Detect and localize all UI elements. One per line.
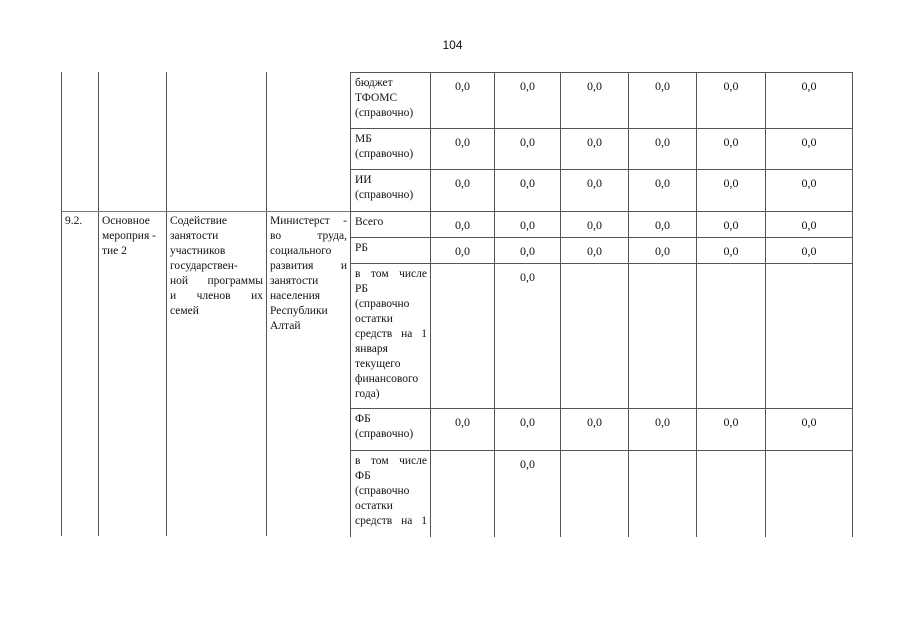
- funding-source: [355, 412, 427, 442]
- value-cell: [430, 72, 495, 129]
- funding-source-line: (справочно: [355, 485, 410, 497]
- funding-value: 0,0: [723, 244, 739, 258]
- funding-source-line: РБ: [355, 283, 368, 295]
- responsible-executor-line: занятости: [270, 275, 319, 287]
- activity-goal-line: и членов их: [170, 290, 263, 302]
- funding-source-cell: [350, 263, 431, 409]
- value-cell: [430, 408, 495, 451]
- value-cell: [560, 237, 629, 264]
- value-cell: [560, 128, 629, 170]
- responsible-executor: [270, 214, 347, 334]
- funding-source-line: средств на 1: [355, 328, 427, 340]
- value-cell: [628, 211, 697, 238]
- value-cell: [765, 450, 853, 537]
- value-cell: [494, 237, 561, 264]
- value-cell: [494, 169, 561, 212]
- value-cell: [765, 72, 853, 129]
- value-cell: [628, 128, 697, 170]
- funding-value: 0,0: [587, 135, 602, 149]
- funding-value: 0,0: [723, 135, 739, 149]
- funding-value: 0,0: [520, 457, 535, 471]
- funding-value: 0,0: [520, 79, 535, 93]
- funding-source: [355, 241, 427, 256]
- value-cell: [628, 450, 697, 537]
- funding-value: 0,0: [801, 244, 817, 258]
- column-rule: [61, 72, 62, 536]
- value-cell: [560, 72, 629, 129]
- funding-value: 0,0: [455, 415, 470, 429]
- item-number: 9.2.: [65, 215, 83, 227]
- activity-name-line: тие 2: [102, 245, 127, 257]
- funding-source-line: января: [355, 343, 388, 355]
- activity-goal-line: ной программы: [170, 275, 263, 287]
- value-cell: [696, 169, 766, 212]
- funding-source-line: средств на 1: [355, 515, 427, 527]
- funding-source-cell: [350, 237, 431, 264]
- funding-value: 0,0: [655, 135, 670, 149]
- responsible-executor-line: Алтай: [270, 320, 301, 332]
- responsible-executor-line: Министерст -: [270, 215, 347, 227]
- funding-source-line: в том числе: [355, 455, 427, 467]
- funding-source-cell: [350, 450, 431, 537]
- value-cell: [696, 128, 766, 170]
- funding-source-line: ФБ: [355, 470, 371, 482]
- page-number: 104: [442, 38, 463, 52]
- funding-value: 0,0: [801, 135, 817, 149]
- activity-name-line: мероприя -: [102, 230, 156, 242]
- responsible-executor-line: во труда,: [270, 230, 347, 242]
- funding-source-cell: [350, 211, 431, 238]
- funding-source-line: МБ: [355, 133, 372, 145]
- responsible-executor-line: Республики: [270, 305, 328, 317]
- value-cell: [430, 169, 495, 212]
- funding-value: 0,0: [655, 218, 670, 232]
- funding-source-line: остатки: [355, 500, 393, 512]
- funding-source-cell: [350, 408, 431, 451]
- value-cell: [696, 450, 766, 537]
- responsible-executor-line: населения: [270, 290, 321, 302]
- funding-source-cell: [350, 72, 431, 129]
- funding-source-line: (справочно): [355, 107, 414, 119]
- column-rule: [266, 72, 267, 536]
- funding-value: 0,0: [655, 79, 670, 93]
- funding-value: 0,0: [520, 270, 535, 284]
- funding-source-line: ТФОМС: [355, 92, 398, 104]
- funding-value: 0,0: [801, 176, 817, 190]
- value-cell: [765, 169, 853, 212]
- value-cell: [765, 408, 853, 451]
- funding-source: [355, 76, 427, 121]
- funding-value: 0,0: [455, 176, 470, 190]
- value-cell: [628, 237, 697, 264]
- funding-value: 0,0: [723, 415, 739, 429]
- funding-source: [355, 132, 427, 162]
- value-cell: [628, 408, 697, 451]
- value-cell: [696, 211, 766, 238]
- funding-value: 0,0: [723, 218, 739, 232]
- value-cell: [560, 169, 629, 212]
- funding-source-line: (справочно): [355, 148, 414, 160]
- value-cell: [430, 263, 495, 409]
- value-cell: [628, 263, 697, 409]
- value-cell: [628, 72, 697, 129]
- funding-source: [355, 215, 427, 230]
- value-cell: [696, 263, 766, 409]
- value-cell: [430, 237, 495, 264]
- responsible-executor-line: социального: [270, 245, 332, 257]
- funding-value: 0,0: [655, 176, 670, 190]
- value-cell: [696, 237, 766, 264]
- funding-value: 0,0: [723, 79, 739, 93]
- funding-source: [355, 173, 427, 203]
- value-cell: [494, 72, 561, 129]
- column-rule: [98, 72, 99, 536]
- value-cell: [430, 128, 495, 170]
- value-cell: [765, 237, 853, 264]
- funding-source-line: бюджет: [355, 77, 393, 89]
- value-cell: [494, 450, 561, 537]
- activity-goal-line: участников: [170, 245, 226, 257]
- value-cell: [560, 450, 629, 537]
- funding-source-line: (справочно): [355, 189, 414, 201]
- funding-value: 0,0: [520, 218, 535, 232]
- activity-name-line: Основное: [102, 215, 150, 227]
- value-cell: [494, 211, 561, 238]
- funding-value: 0,0: [587, 79, 602, 93]
- activity-goal-line: Содействие: [170, 215, 228, 227]
- row-rule: [61, 211, 350, 212]
- funding-source-line: года): [355, 388, 380, 400]
- funding-source: [355, 267, 427, 402]
- funding-value: 0,0: [801, 79, 817, 93]
- funding-source-line: (справочно: [355, 298, 410, 310]
- activity-name: [102, 214, 163, 259]
- funding-value: 0,0: [455, 135, 470, 149]
- funding-source-line: текущего: [355, 358, 401, 370]
- funding-value: 0,0: [520, 244, 535, 258]
- value-cell: [765, 211, 853, 238]
- funding-source-line: финансового: [355, 373, 419, 385]
- funding-value: 0,0: [723, 176, 739, 190]
- funding-source: [355, 454, 427, 529]
- funding-source-line: Всего: [355, 216, 384, 228]
- funding-value: 0,0: [655, 415, 670, 429]
- value-cell: [430, 450, 495, 537]
- funding-source-line: остатки: [355, 313, 393, 325]
- value-cell: [494, 128, 561, 170]
- responsible-executor-line: развития и: [270, 260, 347, 272]
- value-cell: [494, 263, 561, 409]
- activity-goal-line: занятости: [170, 230, 219, 242]
- funding-source-line: РБ: [355, 242, 368, 254]
- funding-value: 0,0: [655, 244, 670, 258]
- funding-value: 0,0: [520, 176, 535, 190]
- activity-goal-line: государствен-: [170, 260, 238, 272]
- funding-value: 0,0: [520, 135, 535, 149]
- value-cell: [696, 408, 766, 451]
- value-cell: [560, 263, 629, 409]
- funding-value: 0,0: [455, 244, 470, 258]
- value-cell: [696, 72, 766, 129]
- funding-value: 0,0: [801, 218, 817, 232]
- funding-source-cell: [350, 128, 431, 170]
- funding-value: 0,0: [801, 415, 817, 429]
- funding-source-line: ИИ: [355, 174, 372, 186]
- funding-value: 0,0: [587, 415, 602, 429]
- value-cell: [628, 169, 697, 212]
- funding-value: 0,0: [520, 415, 535, 429]
- activity-goal-line: семей: [170, 305, 199, 317]
- funding-value: 0,0: [587, 218, 602, 232]
- value-cell: [560, 211, 629, 238]
- funding-value: 0,0: [587, 244, 602, 258]
- funding-source-cell: [350, 169, 431, 212]
- funding-source-line: (справочно): [355, 428, 414, 440]
- funding-value: 0,0: [455, 79, 470, 93]
- funding-value: 0,0: [587, 176, 602, 190]
- funding-source-line: в том числе: [355, 268, 427, 280]
- value-cell: [560, 408, 629, 451]
- funding-value: 0,0: [455, 218, 470, 232]
- value-cell: [765, 263, 853, 409]
- value-cell: [430, 211, 495, 238]
- activity-goal: [170, 214, 263, 319]
- value-cell: [494, 408, 561, 451]
- funding-source-line: ФБ: [355, 413, 371, 425]
- column-rule: [166, 72, 167, 536]
- value-cell: [765, 128, 853, 170]
